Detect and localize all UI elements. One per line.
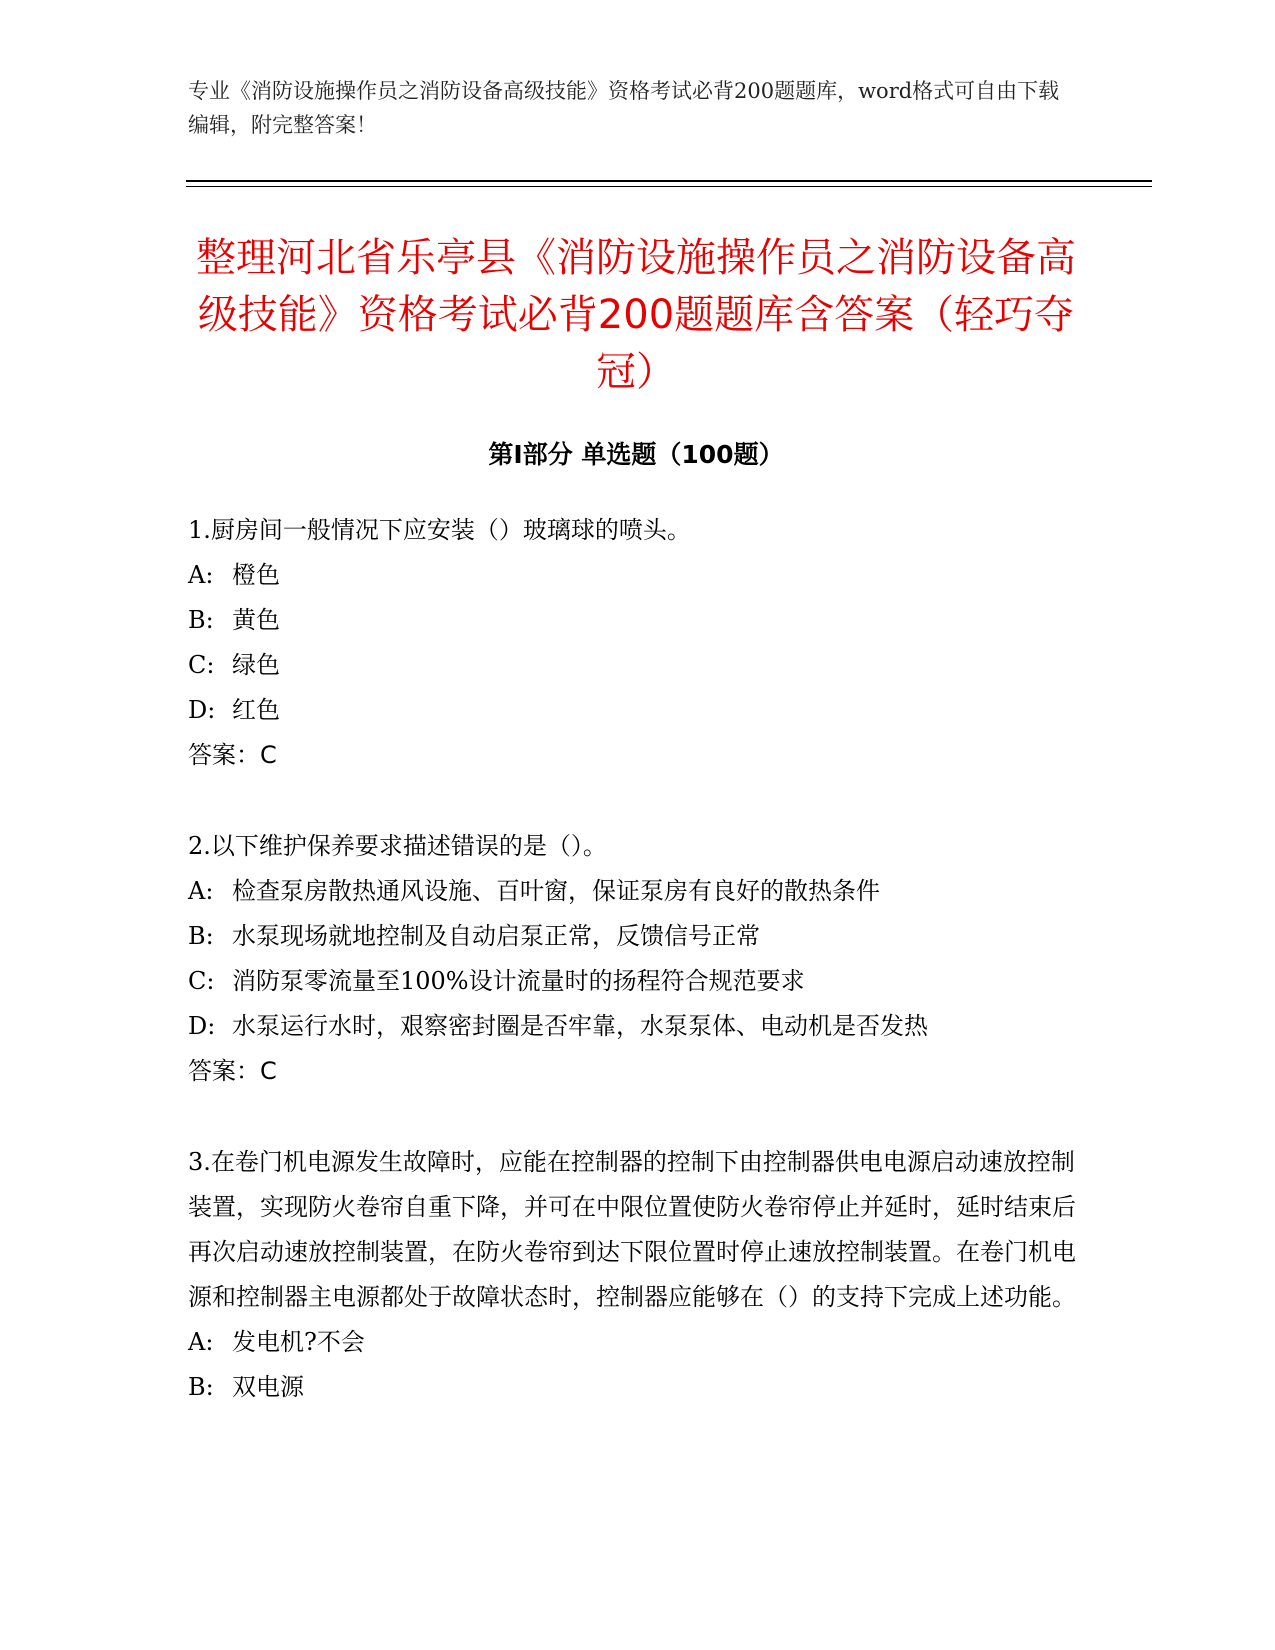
header-rule-thick <box>186 180 1152 182</box>
option-letter: D: <box>188 1012 216 1040</box>
option-letter: D: <box>188 696 216 724</box>
option-b <box>188 1365 1088 1410</box>
header-rule-thin <box>186 186 1152 187</box>
option-text: 水泵现场就地控制及自动启泵正常，反馈信号正常 <box>232 922 760 950</box>
option-text: 红色 <box>232 696 280 724</box>
option-d <box>188 1004 1088 1049</box>
question-stem: 2.以下维护保养要求描述错误的是（）。 <box>188 832 607 860</box>
question-1 <box>188 508 1088 778</box>
option-text: 黄色 <box>232 606 280 634</box>
section-title: 第I部分 单选题（100题） <box>488 440 784 469</box>
question-2 <box>188 824 1088 1094</box>
option-c <box>188 959 1088 1004</box>
option-text: 水泵运行水时，艰察密封圈是否牢靠，水泵泵体、电动机是否发热 <box>232 1012 928 1040</box>
answer: 答案：C <box>188 741 277 769</box>
option-letter: B: <box>188 1373 214 1401</box>
option-letter: A: <box>188 877 214 905</box>
option-letter: A: <box>188 561 214 589</box>
option-b <box>188 598 1088 643</box>
option-d <box>188 688 1088 733</box>
option-text: 双电源 <box>232 1373 304 1401</box>
option-text: 橙色 <box>232 561 280 589</box>
question-stem: 3.在卷门机电源发生故障时，应能在控制器的控制下由控制器供电电源启动速放控制装置，实现防火卷帘自重下降，并可在中限位置使防火卷帘停止并延时，延时结束后再次启动速放控制装置，在防火卷帘到达下限位置时停止速放控制装置。在卷门机电源和控制器主电源都处于故障状态时，控制器应能够在（）的支持下完成上述功能。 <box>188 1148 1076 1311</box>
option-a <box>188 553 1088 598</box>
option-text: 检查泵房散热通风设施、百叶窗，保证泵房有良好的散热条件 <box>232 877 880 905</box>
option-c <box>188 643 1088 688</box>
answer: 答案：C <box>188 1057 277 1085</box>
option-text: 绿色 <box>232 651 280 679</box>
option-text: 消防泵零流量至100%设计流量时的扬程符合规范要求 <box>232 967 805 995</box>
option-letter: B: <box>188 606 214 634</box>
option-a <box>188 1320 1088 1365</box>
question-3 <box>188 1140 1088 1410</box>
question-stem: 1.厨房间一般情况下应安装（）玻璃球的喷头。 <box>188 516 691 544</box>
option-text: 发电机?不会 <box>232 1328 365 1356</box>
option-letter: A: <box>188 1328 214 1356</box>
option-a <box>188 869 1088 914</box>
option-letter: B: <box>188 922 214 950</box>
header-note: 专业《消防设施操作员之消防设备高级技能》资格考试必背200题题库，word格式可自由下载编辑，附完整答案！ <box>188 79 1060 137</box>
option-b <box>188 914 1088 959</box>
document-title: 整理河北省乐亭县《消防设施操作员之消防设备高级技能》资格考试必背200题题库含答案（轻巧夺冠） <box>196 235 1076 395</box>
option-letter: C: <box>188 651 215 679</box>
option-letter: C: <box>188 967 215 995</box>
